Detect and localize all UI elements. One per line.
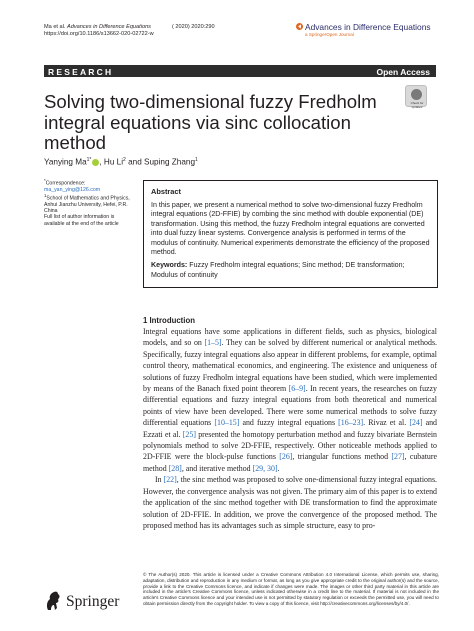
- affiliation-text: School of Mathematics and Physics, Anhui Jianzhu University, Hefei, P.R. China: [44, 195, 130, 215]
- paragraph-text: . Rivaz et al.: [363, 418, 410, 428]
- paragraph-text: .: [277, 463, 280, 473]
- citation-link[interactable]: [26]: [279, 452, 293, 462]
- citation-link[interactable]: [27]: [391, 452, 405, 462]
- keywords-label: Keywords:: [151, 261, 188, 270]
- journal-short-name: Advances in Difference Equations: [67, 24, 151, 30]
- citation-link[interactable]: [29, 30]: [252, 463, 278, 473]
- running-header: [44, 24, 154, 39]
- citation-link[interactable]: [24]: [409, 418, 423, 428]
- body-text: [143, 326, 437, 531]
- keywords-text: Fuzzy Fredholm integral equations; Sinc method; DE transformation; Modulus of continuity: [151, 261, 405, 279]
- section-heading: 1 Introduction: [143, 316, 195, 325]
- author-name[interactable]: and Suping Zhang: [125, 157, 196, 167]
- article-type-bar: [44, 65, 436, 77]
- paragraph: [143, 326, 437, 474]
- journal-subtitle: a SpringerOpen Journal: [305, 32, 354, 37]
- license-text: © The Author(s) 2020. This article is licensed under a Creative Commons Attribution 4.0 International License, which permits use, sharing, adaptation, distribution and reproduction in any medium or format, as long as you give appropriate credit to the original author(s) and the source, provide a link to the Creative Commons licence, and indicate if changes were made. The images or other third party material in this article are included in the article's Creative Commons licence, unless indicated otherwise in a credit line to the material. If material is not included in the article's Creative Commons licence and your intended use is not permitted by statutory regulation or exceeds the permitted use, you will need to obtain permission directly from the copyright holder. To view a copy of this licence, visit http://creativecommons.org/licenses/by/4.0/.: [143, 572, 439, 606]
- abstract-text: In this paper, we present a numerical method to solve two-dimensional fuzzy Fredholm integral equations (2D-FFIE) by combing the sinc method with double exponential (DE) transformation. Using this method, the fuzzy Fredholm integral equations are converted into dual fuzzy linear systems. Convergence analysis is performed in terms of the modulus of continuity. Numerical experiments demonstrate the efficiency of the proposed method.: [151, 201, 430, 257]
- author-info-note: Full list of author information is available at the end of the article: [44, 214, 119, 227]
- keywords: [151, 261, 430, 280]
- citation-link[interactable]: [16–23]: [338, 418, 364, 428]
- citation-link[interactable]: [10–15]: [214, 418, 240, 428]
- doi-link[interactable]: https://doi.org/10.1186/s13662-020-02722-w: [44, 31, 154, 38]
- affiliation-sup: 1: [44, 193, 47, 199]
- article-title: Solving two-dimensional fuzzy Fredholm integral equations via sinc collocation method: [44, 91, 377, 153]
- paragraph-text: Integral equations have some applications in different fields, such as physics, biological models, and so on: [143, 327, 437, 348]
- crossmark-icon: [411, 89, 422, 100]
- springer-horse-icon: [44, 590, 62, 612]
- paragraph-text: presented the homotopy perturbation method and fuzzy bivariate Bernstein polynomials method to solve 2D-FFIE, respectively. Other noticeable methods applied to 2D-FFIE were the block-pulse functions: [143, 429, 437, 462]
- paragraph-text: and fuzzy integral equations: [239, 418, 339, 428]
- author-notes: [44, 178, 136, 227]
- publisher-name: Springer: [66, 593, 120, 610]
- author-name[interactable]: Yanying Ma: [44, 157, 87, 167]
- publisher-logo: [44, 590, 134, 614]
- open-access-label: Open Access: [376, 66, 430, 77]
- citation-link[interactable]: [6–9]: [288, 384, 306, 394]
- paragraph-text: and Ezzati et al.: [143, 418, 438, 439]
- paragraph-text: , cubature method: [143, 452, 438, 473]
- paragraph-text: , and iterative method: [181, 463, 253, 473]
- journal-logo-icon: [296, 23, 303, 30]
- author-list: [44, 157, 198, 167]
- citation-link[interactable]: [25]: [182, 429, 196, 439]
- paragraph-text: , the sinc method was proposed to solve one-dimensional fuzzy integral equations. However, the convergence analysis was not given. The primary aim of this paper is to extend the application of the sinc method together with DE transformation to find the approximate solution of 2D-FFIE. In addition, we prove the convergence of the proposed method. The proposed method has its advantages such as simple structure, easy to pro-: [143, 475, 437, 530]
- paragraph: [143, 474, 437, 531]
- year-article-id: ( 2020) 2020:290: [172, 24, 215, 30]
- abstract-heading: Abstract: [151, 187, 181, 196]
- paragraph-text: . In recent years, the researches on fuzzy differential equations and fuzzy integral equations from both theoretical and numerical points of view have been developed. There were some numerical methods to solve fuzzy differential equations: [143, 384, 437, 428]
- paragraph-text: . They can be solved by different numerical or analytical methods. Specifically, fuzzy integral equations also appear in different problems, for example, optimal control theory, mathematical economics, and engineering. The existence and uniqueness of solutions of fuzzy Fredholm integral equations have been studied, which were implemented by means of the Banach fixed point theorem: [143, 338, 437, 394]
- journal-title: Advances in Difference Equations: [305, 22, 431, 32]
- article-type-label: RESEARCH: [48, 66, 114, 77]
- citation-prefix: Ma et al.: [44, 24, 66, 30]
- author-name[interactable]: , Hu Li: [99, 157, 124, 167]
- corr-sup: *: [44, 178, 46, 183]
- citation-link[interactable]: [22]: [163, 475, 177, 485]
- paragraph-text: In: [155, 475, 164, 485]
- citation-link[interactable]: [1–5]: [204, 338, 222, 348]
- author-sup: 1*: [86, 157, 92, 163]
- abstract-box: [143, 180, 438, 288]
- author-sup: 1: [195, 157, 198, 163]
- correspondence-label: Correspondence:: [45, 180, 86, 187]
- author-sup: 2: [123, 157, 126, 163]
- citation-link[interactable]: [28]: [168, 463, 182, 473]
- paragraph-text: , triangular functions method: [292, 452, 392, 462]
- correspondence-email[interactable]: ma_yan_ying@126.com: [44, 186, 101, 193]
- crossmark-label: Check for updates: [410, 101, 424, 109]
- crossmark-badge[interactable]: [405, 85, 427, 107]
